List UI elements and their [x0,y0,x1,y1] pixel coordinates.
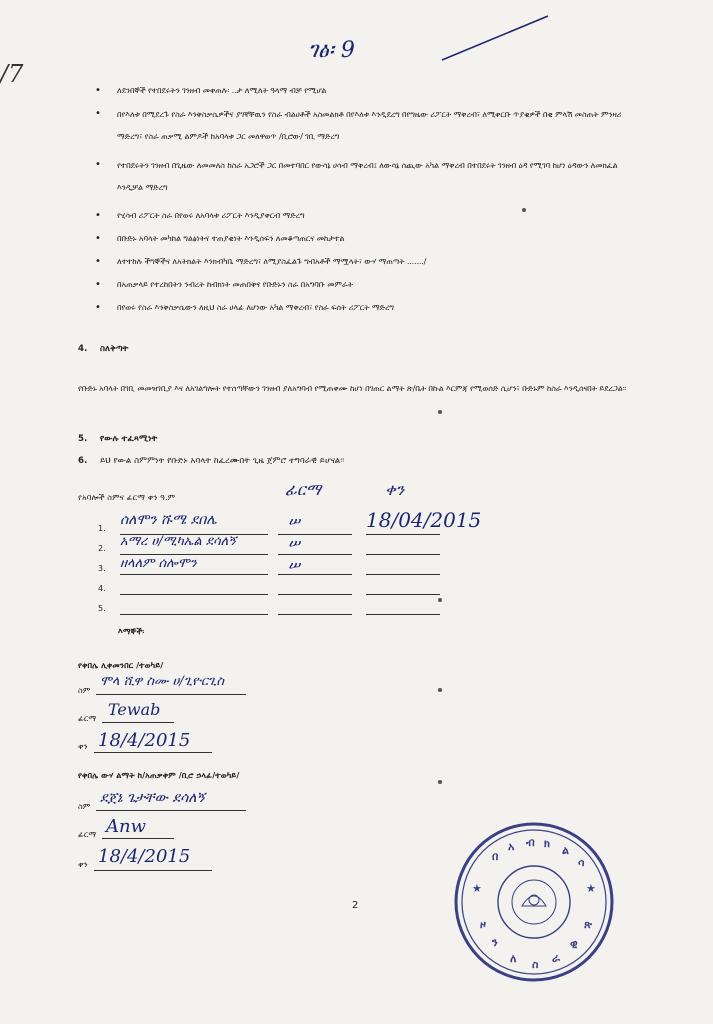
sign-line [278,594,352,595]
svg-text:አ: አ [508,840,515,853]
svg-text:ዊ: ዊ [570,938,578,951]
row-number: 4. [98,584,106,593]
receiver2-name: ደጀኔ ጌታቸው ደሳለኝ [100,790,205,806]
date-line [366,614,440,615]
svg-text:ጽ: ጽ [584,918,593,931]
receiver2-sign-label: ፊርማ [78,830,97,839]
sign-line [278,554,352,555]
member-date: 18/04/2015 [366,508,482,532]
receiver2-sign-line [102,838,174,839]
duty-item: • ለተተከሉ ችግኞችና ለአትክልት እንክብካቤ ማድረግ፣ ለሚያስፈልጉ ግብአቶች ማሟላት፣ ውሃ ማጠጣት ......./ [95,256,640,267]
name-line [120,554,268,555]
handwritten-stroke [440,8,550,63]
date-line [366,594,440,595]
receiver2-date-line [94,870,212,871]
row-number: 1. [98,524,106,533]
svg-text:★: ★ [586,882,596,895]
section-5-title: የውሉ ተፈጻሚነት [100,434,158,444]
receiver2-title: የቀበሌ ውሃ ልማት ከ/አጠቃቀም /ቢሮ ኃላፊ/ተወካይ/ [78,770,240,780]
svg-text:ለ: ለ [510,952,517,965]
section-4-number: 4. [78,344,88,354]
receiver1-sign-line [102,722,174,723]
section-4-title: ስለቅጣት [100,344,129,354]
duty-item: • በአጠቃላይ የተረከበትን ንብረት ከብክነት መጠበቅና የቡድኑን ስራ በአግባቡ መምራት [95,279,640,290]
date-line [366,554,440,555]
witnesses-label: እማኞች፡ [118,626,145,636]
receiver1-date-line [94,752,212,753]
duty-item: • የተበደሩትን ገንዘብ በጊዜው ለመመለስ ከስራ አጋሮች ጋር በመተባበር የውሳኔ ሀሳብ ማቅረብ፤ ለውሳኔ ሰጪው አካል ማቅረብ በተበደሩት ገንዘብ ዕዳ የሚገባ ከሆነ ዕዳውን ለመክፈል እንዲቻል ማድረግ [95,154,640,198]
row-number: 3. [98,564,106,573]
row-number: 2. [98,544,106,553]
duty-item: • በየእለቱ በሚደረጉ የስራ እንቅስቃሴዎችና ያገኛቸዉን የስራ ብልሀቶች አስመልክቶ በየእለቱ እንዲደረግ በየግዜው ሪፖርት ማቅረብ፣ ለሚቀርቡ ጥያቄዎች በቂ ምላሽ መስጠት ምንዛሪ ማድረግ፣ የስራ ጠቃሚ ልምዶች ከአባላቱ ጋር መለዋወጥ /ቢሮው/ ገቢ ማድረግ [95,103,640,147]
receiver1-date-label: ቀን [78,742,88,751]
page-number: 2 [352,900,359,911]
scan-speck [438,688,442,692]
receiver1-date: 18/4/2015 [98,730,191,751]
section-4-text: የቡድኑ አባላት በገቢ መመዝገቢያ እና ለአገልግሎት የተሰጣቸውን ገንዘብ ያለአግባብ የሚጠቀሙ ከሆነ በገጠር ልማት ጽ/ቤት በኩል እርምጃ የሚወሰድ ሲሆን፣ ቡድኑም ከስራ እንዲሰናበት ይደረጋል፡፡ [78,383,627,393]
duty-item: • በየወሩ የስራ እንቅስቃሴውን ለዚህ ስራ ሀላፊ ለሆነው አካል ማቅረብ፣ የስራ ፍሰት ሪፖርት ማድረግ [95,302,640,313]
receiver1-name-line [96,694,246,695]
receiver2-date-label: ቀን [78,860,88,869]
receiver1-sign-label: ፊርማ [78,714,97,723]
duties-list [95,85,640,325]
handwritten-page-number: ገፅ፡ 9 [308,38,355,63]
date-line [366,534,440,535]
svg-text:ሳ: ሳ [578,856,585,869]
section-6-title: ይህ የውል ስምምነት የቡድኑ አባላት ከፈረሙበት ጊዜ ጀምሮ ተግባራዊ ይሆናል፡፡ [100,456,345,466]
svg-text:ራ: ራ [552,952,560,965]
svg-text:ስ: ስ [532,958,539,971]
section-6-number: 6. [78,456,88,466]
svg-text:ብ: ብ [526,836,535,849]
duty-item: • የሂሳብ ሪፖርት ስራ በየወሩ ለአባላቱ ሪፖርት እንዲያቀርብ ማድረግ [95,210,640,221]
receiver2-name-label: ስም [78,802,91,811]
receiver1-title: የቀበሌ ሊቀመንበር /ተወካይ/ [78,660,164,670]
scan-speck [522,208,526,212]
svg-text:ል: ል [562,844,569,857]
receiver1-signature: Tewab [108,700,161,719]
member-signature: ሠ [288,556,301,574]
duty-item: • በቡድኑ አባላት መካከል ግልፅነትና ተጠያቂነት እንዲሰፍን ለመቆጣጠርና መከታተል [95,233,640,244]
row-number: 5. [98,604,106,613]
duty-item: • ለደንበኞች የተበደሩትን ገንዘብ መቀጠሉ፡ ..ታ ለሚለት ዓላማ ብቻ የሚሆል [95,85,640,96]
scan-speck [438,780,442,784]
sign-column-header: ፊርማ [285,480,322,499]
section-5-number: 5. [78,434,88,444]
svg-text:በ: በ [492,850,499,863]
date-line [366,574,440,575]
name-line [120,574,268,575]
receiver2-date: 18/4/2015 [98,846,191,867]
margin-mark: /7 [0,60,24,88]
scan-speck [438,598,442,602]
receiver2-signature: Anw [106,816,146,837]
member-signature: ሠ [288,534,301,552]
member-signature: ሠ [288,512,301,530]
receiver1-name: ሞላ ሺዋ ስሙ ሀ/ጊዮርጊስ [100,674,224,689]
member-name: ዘላለም ሰሎሞን [120,556,197,571]
official-stamp [452,820,617,985]
scan-speck [438,410,442,414]
sign-line [278,574,352,575]
receiver1-name-label: ስም [78,686,91,695]
receiver2-name-line [96,810,246,811]
name-line [120,614,268,615]
name-line [120,594,268,595]
svg-text:ን: ን [492,936,498,949]
svg-text:ክ: ክ [544,837,550,850]
members-table-header: የአባሎች ስምና ፊርማ ቀን ዓ.ም [78,492,176,502]
svg-text:★: ★ [472,882,482,895]
member-name: ሰለሞን ሹሜ ደበሌ [120,512,217,528]
sign-line [278,614,352,615]
member-name: አማረ ሀ/ሚካኤል ደሳለኝ [120,534,236,549]
date-column-header: ቀን [385,480,405,499]
svg-text:ዞ: ዞ [480,918,486,931]
